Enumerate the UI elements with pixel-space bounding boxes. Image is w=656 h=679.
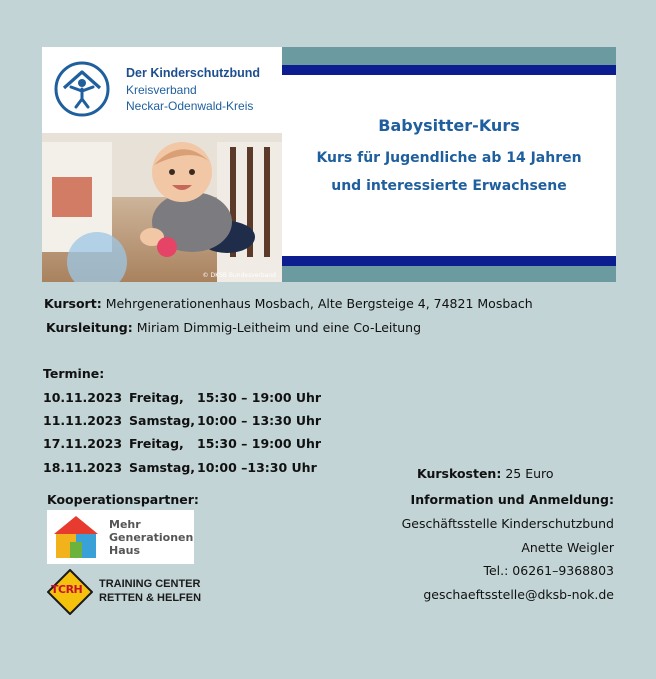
termin-row: [43, 460, 317, 475]
termin-time: 15:30 – 19:00 Uhr: [197, 390, 322, 405]
header-teal-band-bottom: [282, 266, 616, 282]
course-subtitle-2: und interessierte Erwachsene: [331, 178, 567, 194]
kursort-label: Kursort:: [44, 296, 102, 311]
kinderschutzbund-emblem-icon: [54, 61, 110, 117]
tcrh-mark: TCRH: [51, 583, 83, 596]
termin-date: 11.11.2023: [43, 413, 123, 428]
termin-row: [43, 390, 321, 405]
anmeldung-label: Information und Anmeldung:: [410, 492, 614, 507]
mgh-house-icon: [52, 514, 100, 560]
logo-kreisverband: Kreisverband: [126, 83, 197, 97]
course-title: Babysitter-Kurs: [378, 116, 520, 135]
termin-day: Samstag,: [129, 413, 196, 428]
kinderschutzbund-logo: [42, 47, 282, 133]
logo-name: Der Kinderschutzbund: [126, 66, 261, 80]
kurskosten-label: Kurskosten:: [417, 466, 502, 481]
termin-row: [43, 413, 321, 428]
kurskosten-line: [417, 466, 554, 481]
termin-time: 10:00 –13:30 Uhr: [197, 460, 317, 475]
kursort-line: [44, 296, 533, 311]
contact-email[interactable]: geschaeftsstelle@dksb-nok.de: [423, 587, 614, 602]
mgh-line3: Haus: [109, 544, 141, 557]
kursleitung-label: Kursleitung:: [46, 320, 133, 335]
termin-row: [43, 436, 321, 451]
kursleitung-value: Miriam Dimmig-Leitheim und eine Co-Leitung: [136, 320, 422, 335]
termin-time: 10:00 – 13:30 Uhr: [197, 413, 322, 428]
photo-credit: © DKSB Bundesverband: [202, 272, 276, 279]
course-subtitle-1: Kurs für Jugendliche ab 14 Jahren: [316, 150, 582, 166]
tcrh-line1: TRAINING CENTER: [99, 578, 201, 590]
termin-day: Freitag,: [129, 436, 184, 451]
contact-person: Anette Weigler: [521, 540, 614, 555]
logo-region: Neckar-Odenwald-Kreis: [126, 99, 254, 113]
mgh-line2: Generationen: [109, 531, 194, 544]
mgh-line1: Mehr: [109, 518, 141, 531]
header-teal-band-top: [282, 47, 616, 65]
termin-date: 17.11.2023: [43, 436, 123, 451]
kurskosten-value: 25 Euro: [505, 466, 554, 481]
termin-date: 10.11.2023: [43, 390, 123, 405]
termin-time: 15:30 – 19:00 Uhr: [197, 436, 322, 451]
termin-day: Samstag,: [129, 460, 196, 475]
header-navy-band-top: [282, 65, 616, 75]
contact-phone: Tel.: 06261–9368803: [483, 563, 614, 578]
termin-day: Freitag,: [129, 390, 184, 405]
tcrh-logo: [47, 567, 207, 617]
mehrgenerationenhaus-logo: [47, 510, 194, 564]
contact-office: Geschäftsstelle Kinderschutzbund: [401, 516, 614, 531]
kursort-value: Mehrgenerationenhaus Mosbach, Alte Bergsteige 4, 74821 Mosbach: [105, 296, 533, 311]
termine-label: Termine:: [43, 366, 105, 381]
kursleitung-line: [46, 320, 421, 335]
kooperation-label: Kooperationspartner:: [47, 492, 199, 507]
termin-date: 18.11.2023: [43, 460, 123, 475]
header-navy-band-bottom: [282, 256, 616, 266]
tcrh-line2: RETTEN & HELFEN: [99, 592, 202, 604]
